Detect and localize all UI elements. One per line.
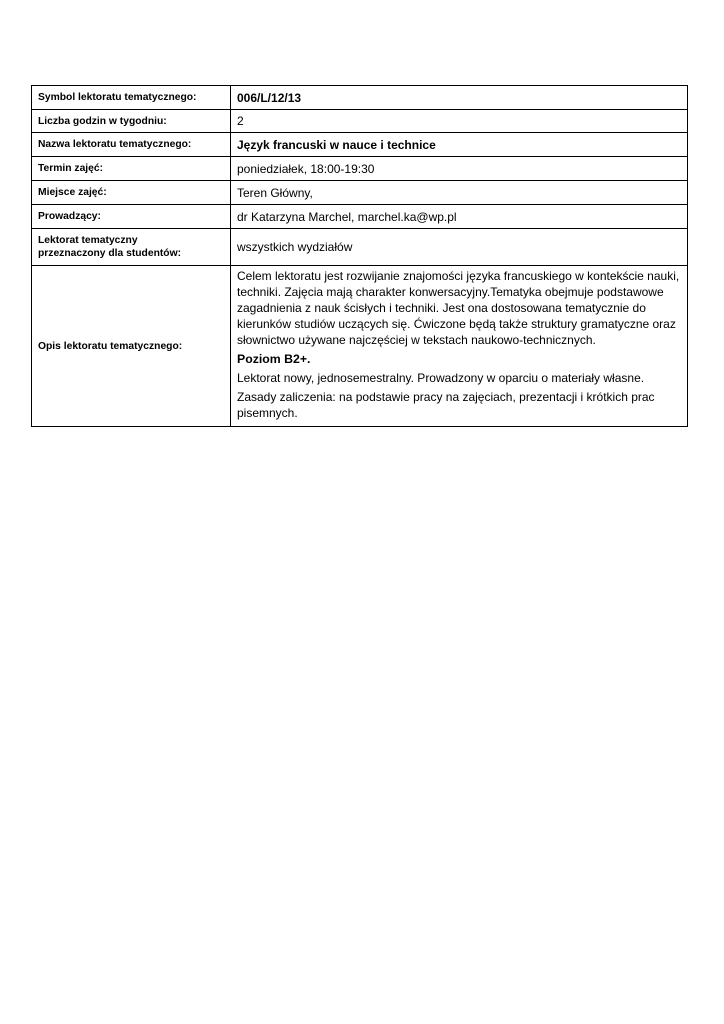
course-name-label: Nazwa lektoratu tematycznego: [32, 133, 231, 157]
table-row [32, 157, 688, 181]
audience-label [32, 229, 231, 266]
table-row [32, 205, 688, 229]
course-name-value: Język francuski w nauce i technice [231, 133, 688, 157]
audience-label-line2: przeznaczony dla studentów: [38, 248, 182, 259]
symbol-label: Symbol lektoratu tematycznego: [32, 86, 231, 110]
schedule-value: poniedziałek, 18:00-19:30 [231, 157, 688, 181]
audience-value: wszystkich wydziałów [231, 229, 688, 266]
instructor-label: Prowadzący: [32, 205, 231, 229]
format-paragraph: Lektorat nowy, jednosemestralny. Prowadzony w oparciu o materiały własne. [237, 371, 645, 385]
symbol-value: 006/L/12/13 [231, 86, 688, 110]
description-label: Opis lektoratu tematycznego: [32, 266, 231, 427]
hours-label: Liczba godzin w tygodniu: [32, 110, 231, 133]
description-value [231, 266, 688, 427]
table-row [32, 110, 688, 133]
location-label: Miejsce zajęć: [32, 181, 231, 205]
table-row [32, 86, 688, 110]
table-row [32, 266, 688, 427]
table-row [32, 133, 688, 157]
grading-paragraph: Zasady zaliczenia: na podstawie pracy na zajęciach, prezentacji i krótkich prac pisemnych. [237, 390, 655, 420]
schedule-label: Termin zajęć: [32, 157, 231, 181]
level-paragraph: Poziom B2+. [237, 352, 311, 366]
hours-value: 2 [231, 110, 688, 133]
table-row [32, 229, 688, 266]
instructor-value: dr Katarzyna Marchel, marchel.ka@wp.pl [231, 205, 688, 229]
course-info-table [31, 85, 688, 427]
location-value: Teren Główny, [231, 181, 688, 205]
table-row [32, 181, 688, 205]
description-paragraph: Celem lektoratu jest rozwijanie znajomości języka francuskiego w kontekście nauki, techniki. Zajęcia mają charakter konwersacyjny.Tematyka obejmuje podstawowe zagadnienia z nauk ścisłych i techniki. Jest ona dostosowana tematycznie do kierunków studiów uczących się. Ćwiczone będą także struktury gramatyczne oraz słownictwo używane najczęściej w tekstach naukowo-technicznych. [237, 269, 680, 347]
audience-label-line1: Lektorat tematyczny [38, 235, 138, 246]
